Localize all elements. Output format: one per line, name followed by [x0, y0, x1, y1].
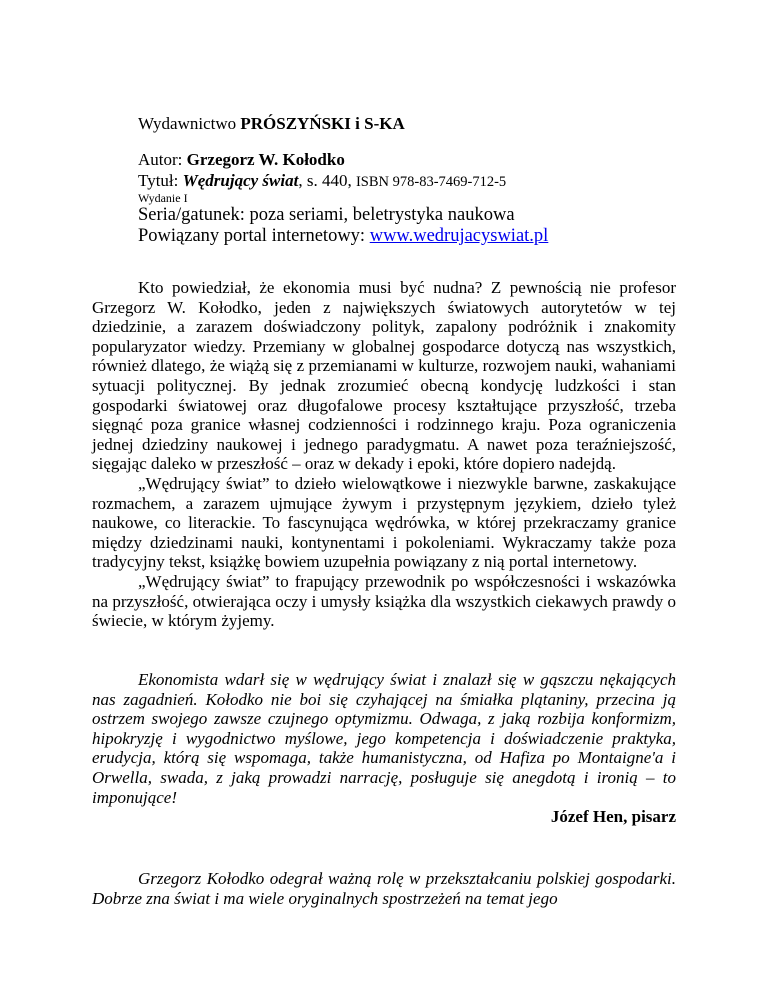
- author-name: Grzegorz W. Kołodko: [186, 150, 345, 169]
- publisher-prefix: Wydawnictwo: [138, 114, 237, 133]
- page-count: , s. 440,: [298, 171, 352, 190]
- review-quote: Grzegorz Kołodko odegrał ważną rolę w przekształcaniu polskiej gospodarki. Dobrze zna świat i ma wiele oryginalnych spostrzeżeń na temat jego: [92, 869, 676, 908]
- description: [92, 278, 676, 631]
- review-quote: Ekonomista wdarł się w wędrujący świat i znalazł się w gąszczu nękających nas zagadnień. Kołodko nie boi się czyhającej na śmiałka plątaniny, przecina ją ostrzem swojego zawsze czujnego optymizmu. Odwaga, z jaką rozbija konformizm, hipokryzję i wygodnictwo myślowe, jego kompetencja i doświadczenie praktyka, erudycja, którą się wspomaga, także humanistyczna, od Hafiza po Montaigne'a i Orwella, swada, z jaką prowadzi narrację, posługuje się anegdotą i ironią – to imponujące!: [92, 670, 676, 807]
- publisher-name: PRÓSZYŃSKI i S-KA: [240, 114, 405, 133]
- edition: Wydanie I: [138, 191, 188, 205]
- description-paragraph-3: „Wędrujący świat” to frapujący przewodnik po współczesności i wskazówka na przyszłość, otwierająca oczy i umysły książka dla wszystkich ciekawych prawdy o świecie, w którym żyjemy.: [92, 571, 676, 631]
- author-label: Autor:: [138, 150, 183, 169]
- isbn: ISBN 978-83-7469-712-5: [355, 174, 507, 190]
- publisher-line: [138, 114, 405, 134]
- author-line: [138, 150, 345, 170]
- description-paragraph-2: „Wędrujący świat” to dzieło wielowątkowe i niezwykle barwne, zaskakujące rozmachem, a zarazem ujmujące żywym i przystępnym językiem, dzieło tyleż naukowe, co literackie. To fascynująca wędrówka, w której przekraczamy granice między dziedzinami nauki, kontynentami i pokoleniami. Wykraczamy także poza tradycyjny tekst, książkę bowiem uzupełnia powiązany z nią portal internetowy.: [92, 473, 676, 572]
- portal-line: [138, 226, 548, 247]
- book-title: Wędrujący świat: [182, 171, 299, 190]
- review-author: Józef Hen, pisarz: [550, 807, 676, 827]
- portal-label: Powiązany portal internetowy:: [138, 226, 366, 246]
- review-2: [92, 869, 676, 908]
- description-paragraph-1: Kto powiedział, że ekonomia musi być nudna? Z pewnością nie profesor Grzegorz W. Kołodko, jeden z największych światowych autorytetów w tej dziedzinie, a zarazem doświadczony polityk, zapalony podróżnik i znakomity popularyzator wiedzy. Przemiany w globalnej gospodarce dotyczą nas wszystkich, również dlatego, że wiążą się z przemianami w kulturze, rozwojem nauki, wahaniami sytuacji politycznej. By jednak zrozumieć obecną kondycję ludzkości i stan gospodarki światowej oraz długofalowe procesy kształtujące przyszłość, trzeba sięgnąć poza granice własnej codzienności i rodzinnego kraju. Poza ograniczenia jednej dziedziny naukowej i jednego paradygmatu. A nawet poza teraźniejszość, sięgając daleko w przeszłość – oraz w dekady i epoki, które dopiero nadejdą.: [92, 278, 676, 474]
- series-line: Seria/gatunek: poza seriami, beletrystyka naukowa: [138, 205, 515, 225]
- portal-link[interactable]: www.wedrujacyswiat.pl: [369, 226, 549, 246]
- title-label: Tytuł:: [138, 171, 179, 190]
- review-1: [92, 670, 676, 827]
- title-line: [138, 171, 506, 191]
